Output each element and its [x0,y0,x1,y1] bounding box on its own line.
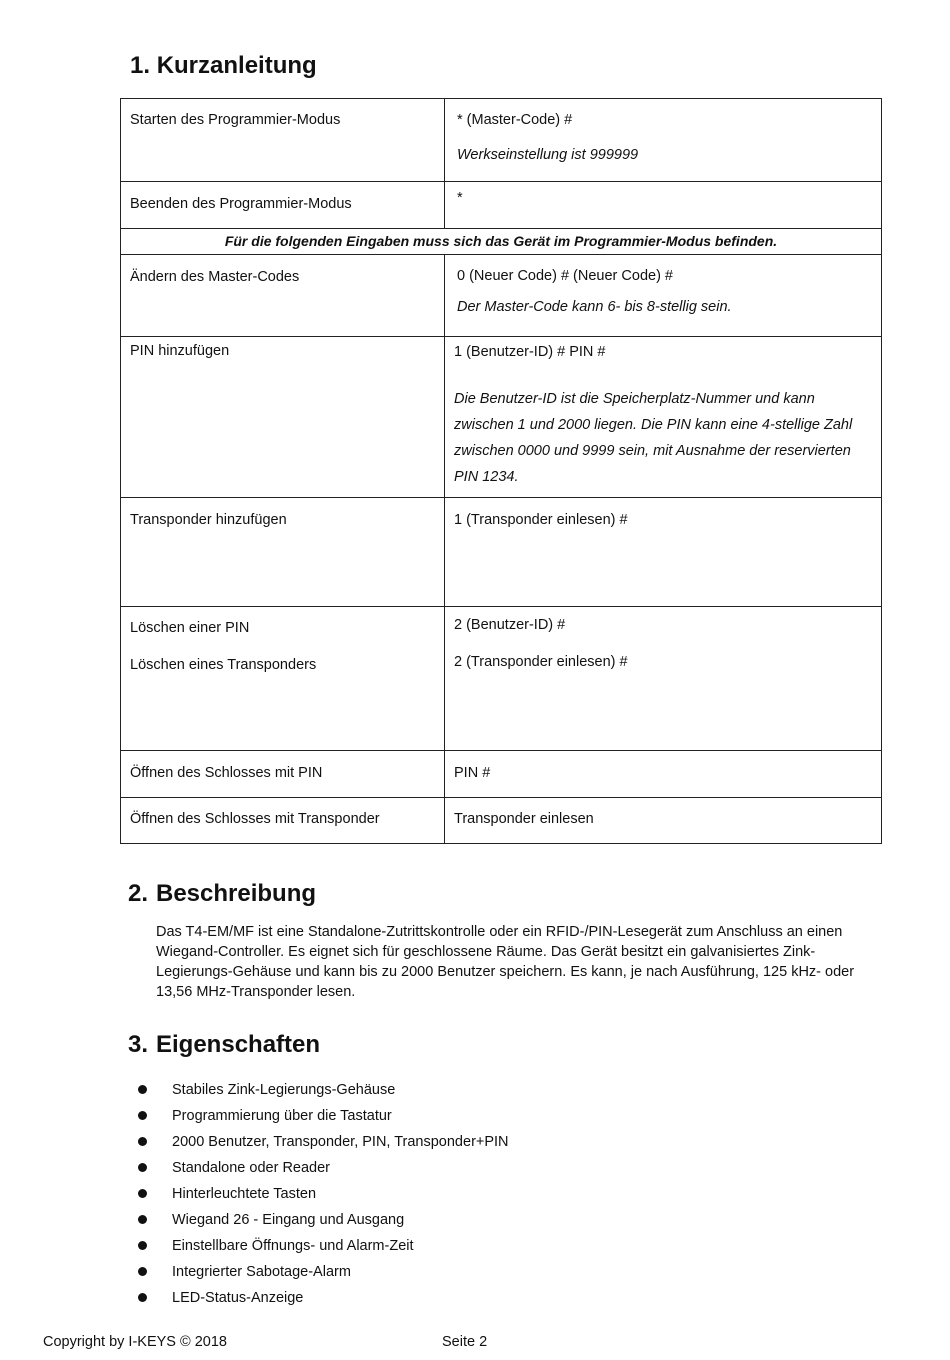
note-line: Die Benutzer-ID ist die Speicherplatz-Nummer und kann [454,391,815,407]
row-label: PIN hinzufügen [130,343,230,359]
row-code: * (Master-Code) # [457,112,573,128]
list-item [136,1235,509,1261]
bullet-icon [138,1085,147,1094]
row-label: Beenden des Programmier-Modus [130,196,352,212]
row-label: Löschen einer PIN [130,620,250,636]
table-cell-code [445,798,882,844]
list-item [136,1209,509,1235]
list-item [136,1079,509,1105]
row-code: 0 (Neuer Code) # (Neuer Code) # [457,268,673,284]
footer-page-number: Seite 2 [442,1334,488,1350]
table-cell-code [445,182,882,229]
feature-text: Standalone oder Reader [172,1160,331,1176]
table-cell-code [445,99,882,182]
list-item [136,1183,509,1209]
row-code: PIN # [454,765,491,781]
bullet-icon [138,1189,147,1198]
table-cell-label [121,798,445,844]
table-row [121,751,882,798]
table-cell-code [445,751,882,798]
programming-mode-note: Für die folgenden Eingaben muss sich das Gerät im Programmier-Modus befinden. [121,229,882,255]
section-2-title: Beschreibung [156,880,317,907]
table-row [121,99,882,182]
table-cell-code [445,337,882,498]
list-item [136,1287,509,1313]
row-label: Starten des Programmier-Modus [130,112,341,128]
bullet-icon [138,1111,147,1120]
feature-text: Programmierung über die Tastatur [172,1108,392,1124]
row-code: 2 (Transponder einlesen) # [454,654,628,670]
bullet-icon [138,1215,147,1224]
row-label: Öffnen des Schlosses mit PIN [130,765,323,781]
section-3-heading [128,1031,320,1059]
section-2-number: 2. [128,880,149,907]
bullet-icon [138,1293,147,1302]
row-code: Transponder einlesen [454,811,594,827]
section-3-number: 3. [128,1031,149,1058]
feature-text: 2000 Benutzer, Transponder, PIN, Transponder+PIN [172,1134,509,1150]
feature-text: Integrierter Sabotage-Alarm [172,1264,351,1280]
features-list [136,1079,509,1313]
bullet-icon [138,1163,147,1172]
table-cell-label [121,182,445,229]
row-label: Ändern des Master-Codes [130,269,300,285]
bullet-icon [138,1241,147,1250]
note-line: PIN 1234. [454,469,519,485]
list-item [136,1157,509,1183]
row-note [454,386,872,490]
row-code: 1 (Transponder einlesen) # [454,512,628,528]
bullet-icon [138,1137,147,1146]
table-row [121,337,882,498]
note-line: zwischen 0000 und 9999 sein, mit Ausnahme der reservierten [454,443,851,459]
note-line: zwischen 1 und 2000 liegen. Die PIN kann eine 4-stellige Zahl [454,417,853,433]
footer-copyright: Copyright by I-KEYS © 2018 [43,1334,227,1350]
table-cell-label [121,751,445,798]
table-cell-label [121,607,445,751]
row-note: Der Master-Code kann 6- bis 8-stellig sein. [457,299,732,315]
table-row [121,229,882,255]
table-row [121,182,882,229]
row-note: Werkseinstellung ist 999999 [457,147,639,163]
section-3-title: Eigenschaften [156,1031,321,1058]
section-1-heading [130,52,317,80]
row-label: Transponder hinzufügen [130,512,287,528]
section-1-number: 1. [130,52,151,79]
section-1-title: Kurzanleitung [156,52,317,79]
feature-text: Hinterleuchtete Tasten [172,1186,317,1202]
feature-text: Einstellbare Öffnungs- und Alarm-Zeit [172,1238,414,1254]
row-code: 1 (Benutzer-ID) # PIN # [454,344,606,360]
row-code: * [457,190,463,206]
quick-guide-table [120,98,882,844]
table-cell-label [121,337,445,498]
row-label: Öffnen des Schlosses mit Transponder [130,811,380,827]
table-cell-code [445,255,882,337]
row-code: 2 (Benutzer-ID) # [454,617,566,633]
table-cell-label [121,255,445,337]
description-line: 13,56 MHz-Transponder lesen. [156,984,356,1000]
feature-text: LED-Status-Anzeige [172,1290,304,1306]
table-cell-label [121,498,445,607]
table-row [121,255,882,337]
table-cell-code [445,498,882,607]
table-row [121,498,882,607]
table-cell-code [445,607,882,751]
table-row [121,798,882,844]
feature-text: Wiegand 26 - Eingang und Ausgang [172,1212,405,1228]
feature-text: Stabiles Zink-Legierungs-Gehäuse [172,1082,396,1098]
list-item [136,1261,509,1287]
description-line: Das T4-EM/MF ist eine Standalone-Zutrittskontrolle oder ein RFID-/PIN-Lesegerät zum Anschluss an einen [156,924,843,940]
table-cell-label [121,99,445,182]
description-line: Wiegand-Controller. Es eignet sich für geschlossene Räume. Das Gerät besitzt ein galvanisiertes Zink- [156,944,816,960]
bullet-icon [138,1267,147,1276]
section-2-heading [128,880,316,908]
table-row [121,607,882,751]
list-item [136,1105,509,1131]
description-paragraph [156,922,886,1002]
description-line: Legierungs-Gehäuse und kann bis zu 2000 Benutzer speichern. Es kann, je nach Ausführung, 125 kHz- oder [156,964,855,980]
row-label: Löschen eines Transponders [130,657,317,673]
list-item [136,1131,509,1157]
